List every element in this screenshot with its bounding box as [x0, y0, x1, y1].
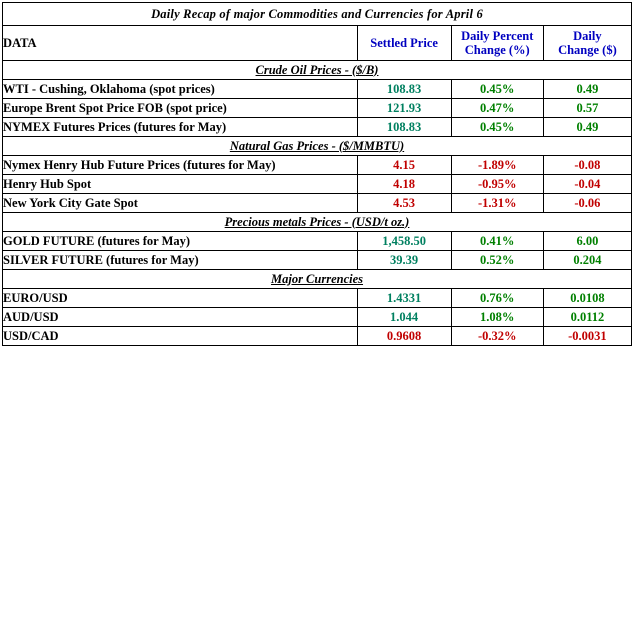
table-row	[3, 232, 632, 251]
cell-settled-price: 1.4331	[357, 289, 451, 308]
cell-daily-percent-change: -0.32%	[451, 327, 543, 346]
cell-settled-price: 4.15	[357, 156, 451, 175]
page-title: Daily Recap of major Commodities and Currencies for April 6	[3, 3, 632, 26]
table-row	[3, 99, 632, 118]
header-chg-line1: Daily	[573, 29, 602, 43]
header-pct-line2: Change (%)	[464, 43, 530, 57]
row-label: WTI - Cushing, Oklahoma (spot prices)	[3, 80, 358, 99]
cell-daily-change: -0.04	[543, 175, 631, 194]
section-header-row	[3, 270, 632, 289]
cell-daily-change: -0.06	[543, 194, 631, 213]
title-row	[3, 3, 632, 26]
section-header-row	[3, 137, 632, 156]
row-label: Nymex Henry Hub Future Prices (futures for May)	[3, 156, 358, 175]
cell-daily-percent-change: 0.45%	[451, 118, 543, 137]
cell-daily-percent-change: -0.95%	[451, 175, 543, 194]
row-label: AUD/USD	[3, 308, 358, 327]
section-header-cell	[3, 270, 632, 289]
cell-daily-percent-change: 0.76%	[451, 289, 543, 308]
cell-daily-change: 0.204	[543, 251, 631, 270]
table-row	[3, 118, 632, 137]
cell-settled-price: 1.044	[357, 308, 451, 327]
cell-daily-change: 0.0108	[543, 289, 631, 308]
column-header-daily-percent-change	[451, 26, 543, 61]
cell-daily-percent-change: 0.47%	[451, 99, 543, 118]
cell-daily-change: 0.49	[543, 118, 631, 137]
section-header-row	[3, 213, 632, 232]
table-row	[3, 289, 632, 308]
cell-settled-price: 4.18	[357, 175, 451, 194]
table-row	[3, 175, 632, 194]
table-row	[3, 194, 632, 213]
cell-daily-change: 6.00	[543, 232, 631, 251]
section-label: Precious metals Prices - (USD/t oz.)	[224, 214, 410, 229]
row-label: USD/CAD	[3, 327, 358, 346]
row-label: Henry Hub Spot	[3, 175, 358, 194]
section-label: Natural Gas Prices - ($/MMBTU)	[229, 138, 405, 153]
cell-settled-price: 4.53	[357, 194, 451, 213]
column-header-settled-price: Settled Price	[357, 26, 451, 61]
cell-settled-price: 108.83	[357, 118, 451, 137]
header-chg-line2: Change ($)	[558, 43, 617, 57]
table-row	[3, 156, 632, 175]
cell-settled-price: 108.83	[357, 80, 451, 99]
cell-daily-percent-change: 0.52%	[451, 251, 543, 270]
row-label: EURO/USD	[3, 289, 358, 308]
row-label: NYMEX Futures Prices (futures for May)	[3, 118, 358, 137]
section-header-cell	[3, 137, 632, 156]
row-label: GOLD FUTURE (futures for May)	[3, 232, 358, 251]
header-pct-line1: Daily Percent	[461, 29, 534, 43]
row-label: SILVER FUTURE (futures for May)	[3, 251, 358, 270]
cell-daily-change: -0.0031	[543, 327, 631, 346]
section-header-cell	[3, 61, 632, 80]
row-label: New York City Gate Spot	[3, 194, 358, 213]
section-header-row	[3, 61, 632, 80]
row-label: Europe Brent Spot Price FOB (spot price)	[3, 99, 358, 118]
table-row	[3, 80, 632, 99]
cell-daily-percent-change: 1.08%	[451, 308, 543, 327]
cell-daily-change: -0.08	[543, 156, 631, 175]
commodities-currencies-table	[2, 2, 632, 346]
table-row	[3, 251, 632, 270]
document-sheet	[0, 2, 634, 636]
column-header-data: DATA	[3, 26, 358, 61]
column-header-daily-change	[543, 26, 631, 61]
cell-daily-percent-change: -1.31%	[451, 194, 543, 213]
table-row	[3, 327, 632, 346]
table-row	[3, 308, 632, 327]
cell-daily-change: 0.0112	[543, 308, 631, 327]
cell-settled-price: 0.9608	[357, 327, 451, 346]
cell-settled-price: 1,458.50	[357, 232, 451, 251]
section-header-cell	[3, 213, 632, 232]
cell-daily-percent-change: -1.89%	[451, 156, 543, 175]
header-row	[3, 26, 632, 61]
cell-daily-change: 0.49	[543, 80, 631, 99]
cell-daily-change: 0.57	[543, 99, 631, 118]
cell-settled-price: 121.93	[357, 99, 451, 118]
section-label: Crude Oil Prices - ($/B)	[255, 62, 379, 77]
cell-settled-price: 39.39	[357, 251, 451, 270]
section-label: Major Currencies	[270, 271, 364, 286]
cell-daily-percent-change: 0.41%	[451, 232, 543, 251]
cell-daily-percent-change: 0.45%	[451, 80, 543, 99]
